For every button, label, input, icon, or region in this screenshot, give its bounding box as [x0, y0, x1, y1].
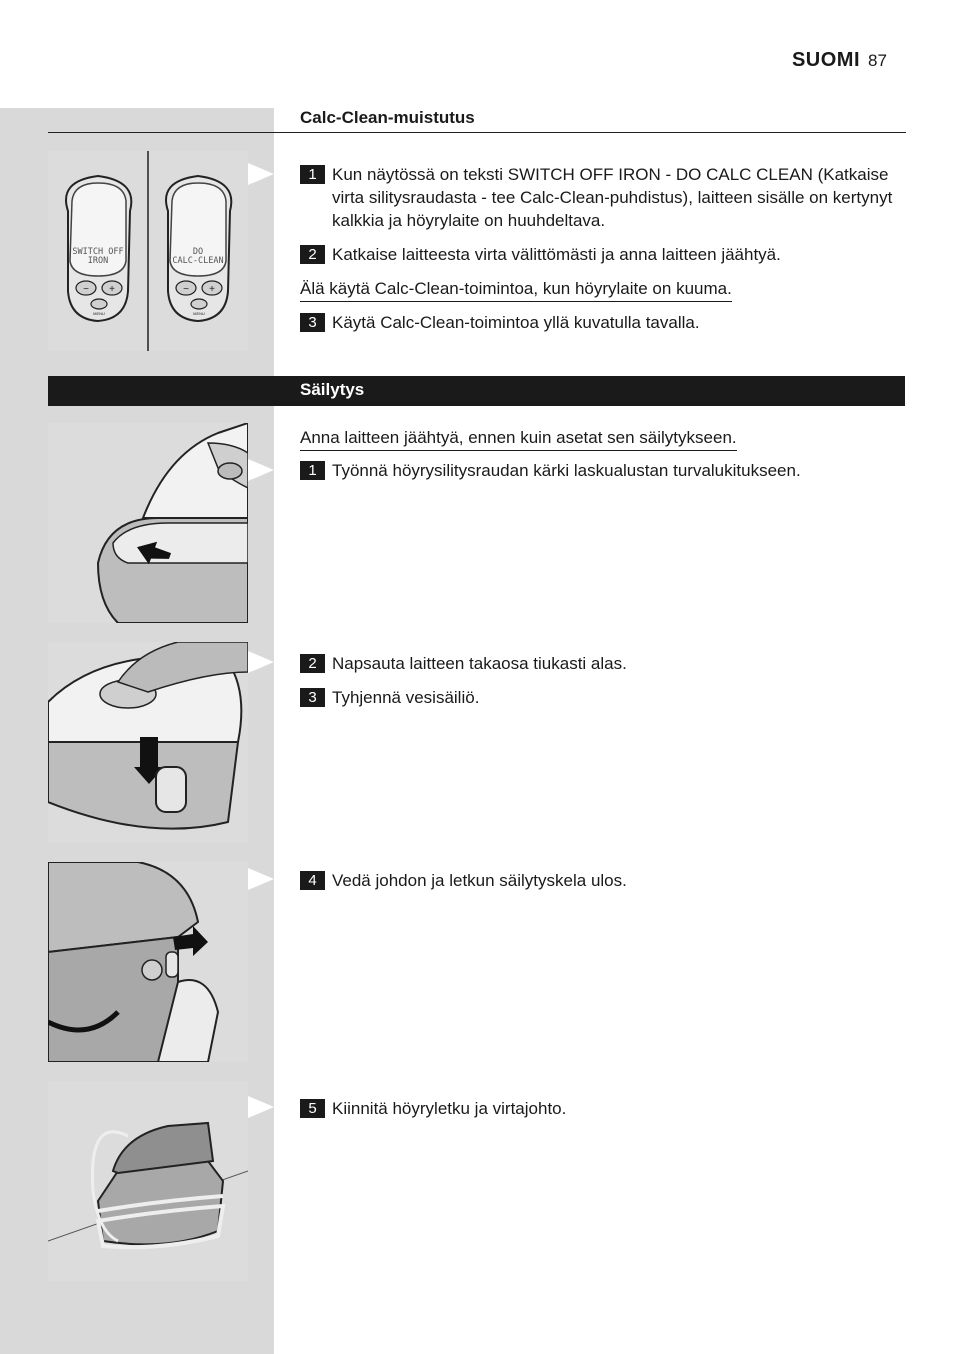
storage-step-5 — [300, 1097, 900, 1120]
image-pointer — [248, 868, 274, 890]
image-pointer — [248, 459, 274, 481]
step-number: 2 — [300, 245, 325, 264]
section-title-storage: Säilytys — [300, 380, 365, 399]
storage-step-1 — [300, 459, 900, 482]
step-number: 1 — [300, 461, 325, 480]
step-text: Kun näytössä on teksti SWITCH OFF IRON - DO CALC CLEAN (Katkaise virta silitysraudasta - tee Calc-Clean-puhdistus), laitteen sisälle on kertynyt kalkkia ja höyrylaite on huuhdeltava. — [332, 165, 893, 230]
calc-warning-note: Älä käytä Calc-Clean-toimintoa, kun höyrylaite on kuuma. — [300, 277, 732, 302]
step-number: 2 — [300, 654, 325, 673]
step-text: Katkaise laitteesta virta välittömästi ja anna laitteen jäähtyä. — [332, 245, 781, 264]
left-minus-label: − — [83, 284, 89, 295]
cord-reel-illustration — [48, 862, 248, 1062]
left-remote — [66, 176, 131, 321]
step-text: Työnnä höyrysilitysraudan kärki laskualustan turvalukitukseen. — [332, 461, 801, 480]
left-display-line2: IRON — [87, 256, 109, 266]
storage-step-4 — [300, 869, 900, 892]
press-down-illustration — [48, 642, 248, 842]
right-minus-label: − — [183, 284, 189, 295]
language-label: SUOMI — [791, 49, 860, 71]
step-text: Tyhjennä vesisäiliö. — [332, 688, 480, 707]
image-pointer — [248, 651, 274, 673]
step-number: 1 — [300, 165, 325, 184]
storage-note: Anna laitteen jäähtyä, ennen kuin asetat sen säilytykseen. — [300, 426, 737, 451]
section-rule — [48, 132, 906, 133]
right-plus-label: + — [209, 284, 215, 295]
remote-display-illustration — [48, 151, 248, 351]
section-title-calc-clean: Calc-Clean-muistutus — [300, 108, 475, 127]
left-display-line1: SWITCH OFF — [72, 247, 124, 257]
right-remote — [166, 176, 231, 321]
calc-step-1 — [300, 163, 900, 232]
right-display-line1: DO — [192, 247, 204, 257]
section-bar-storage — [48, 376, 905, 406]
right-menu-label: MENU — [193, 311, 205, 316]
step-number: 3 — [300, 313, 325, 332]
step-text: Napsauta laitteen takaosa tiukasti alas. — [332, 654, 627, 673]
left-menu-label: MENU — [93, 311, 105, 316]
image-pointer — [248, 1096, 274, 1118]
step-number: 3 — [300, 688, 325, 707]
calc-step-2 — [300, 243, 900, 266]
step-number: 4 — [300, 871, 325, 890]
step-text: Kiinnitä höyryletku ja virtajohto. — [332, 1099, 567, 1118]
step-number: 5 — [300, 1099, 325, 1118]
page-number: 87 — [868, 51, 887, 70]
right-display-line2: CALC-CLEAN — [172, 256, 224, 266]
image-pointer — [248, 163, 274, 185]
left-plus-label: + — [109, 284, 115, 295]
calc-step-3 — [300, 311, 900, 334]
step-text: Käytä Calc-Clean-toimintoa yllä kuvatulla tavalla. — [332, 313, 700, 332]
stored-iron-illustration — [48, 1081, 248, 1281]
iron-lock-illustration — [48, 423, 248, 623]
storage-step-3 — [300, 686, 900, 709]
storage-step-2 — [300, 652, 900, 675]
step-text: Vedä johdon ja letkun säilytyskela ulos. — [332, 871, 627, 890]
